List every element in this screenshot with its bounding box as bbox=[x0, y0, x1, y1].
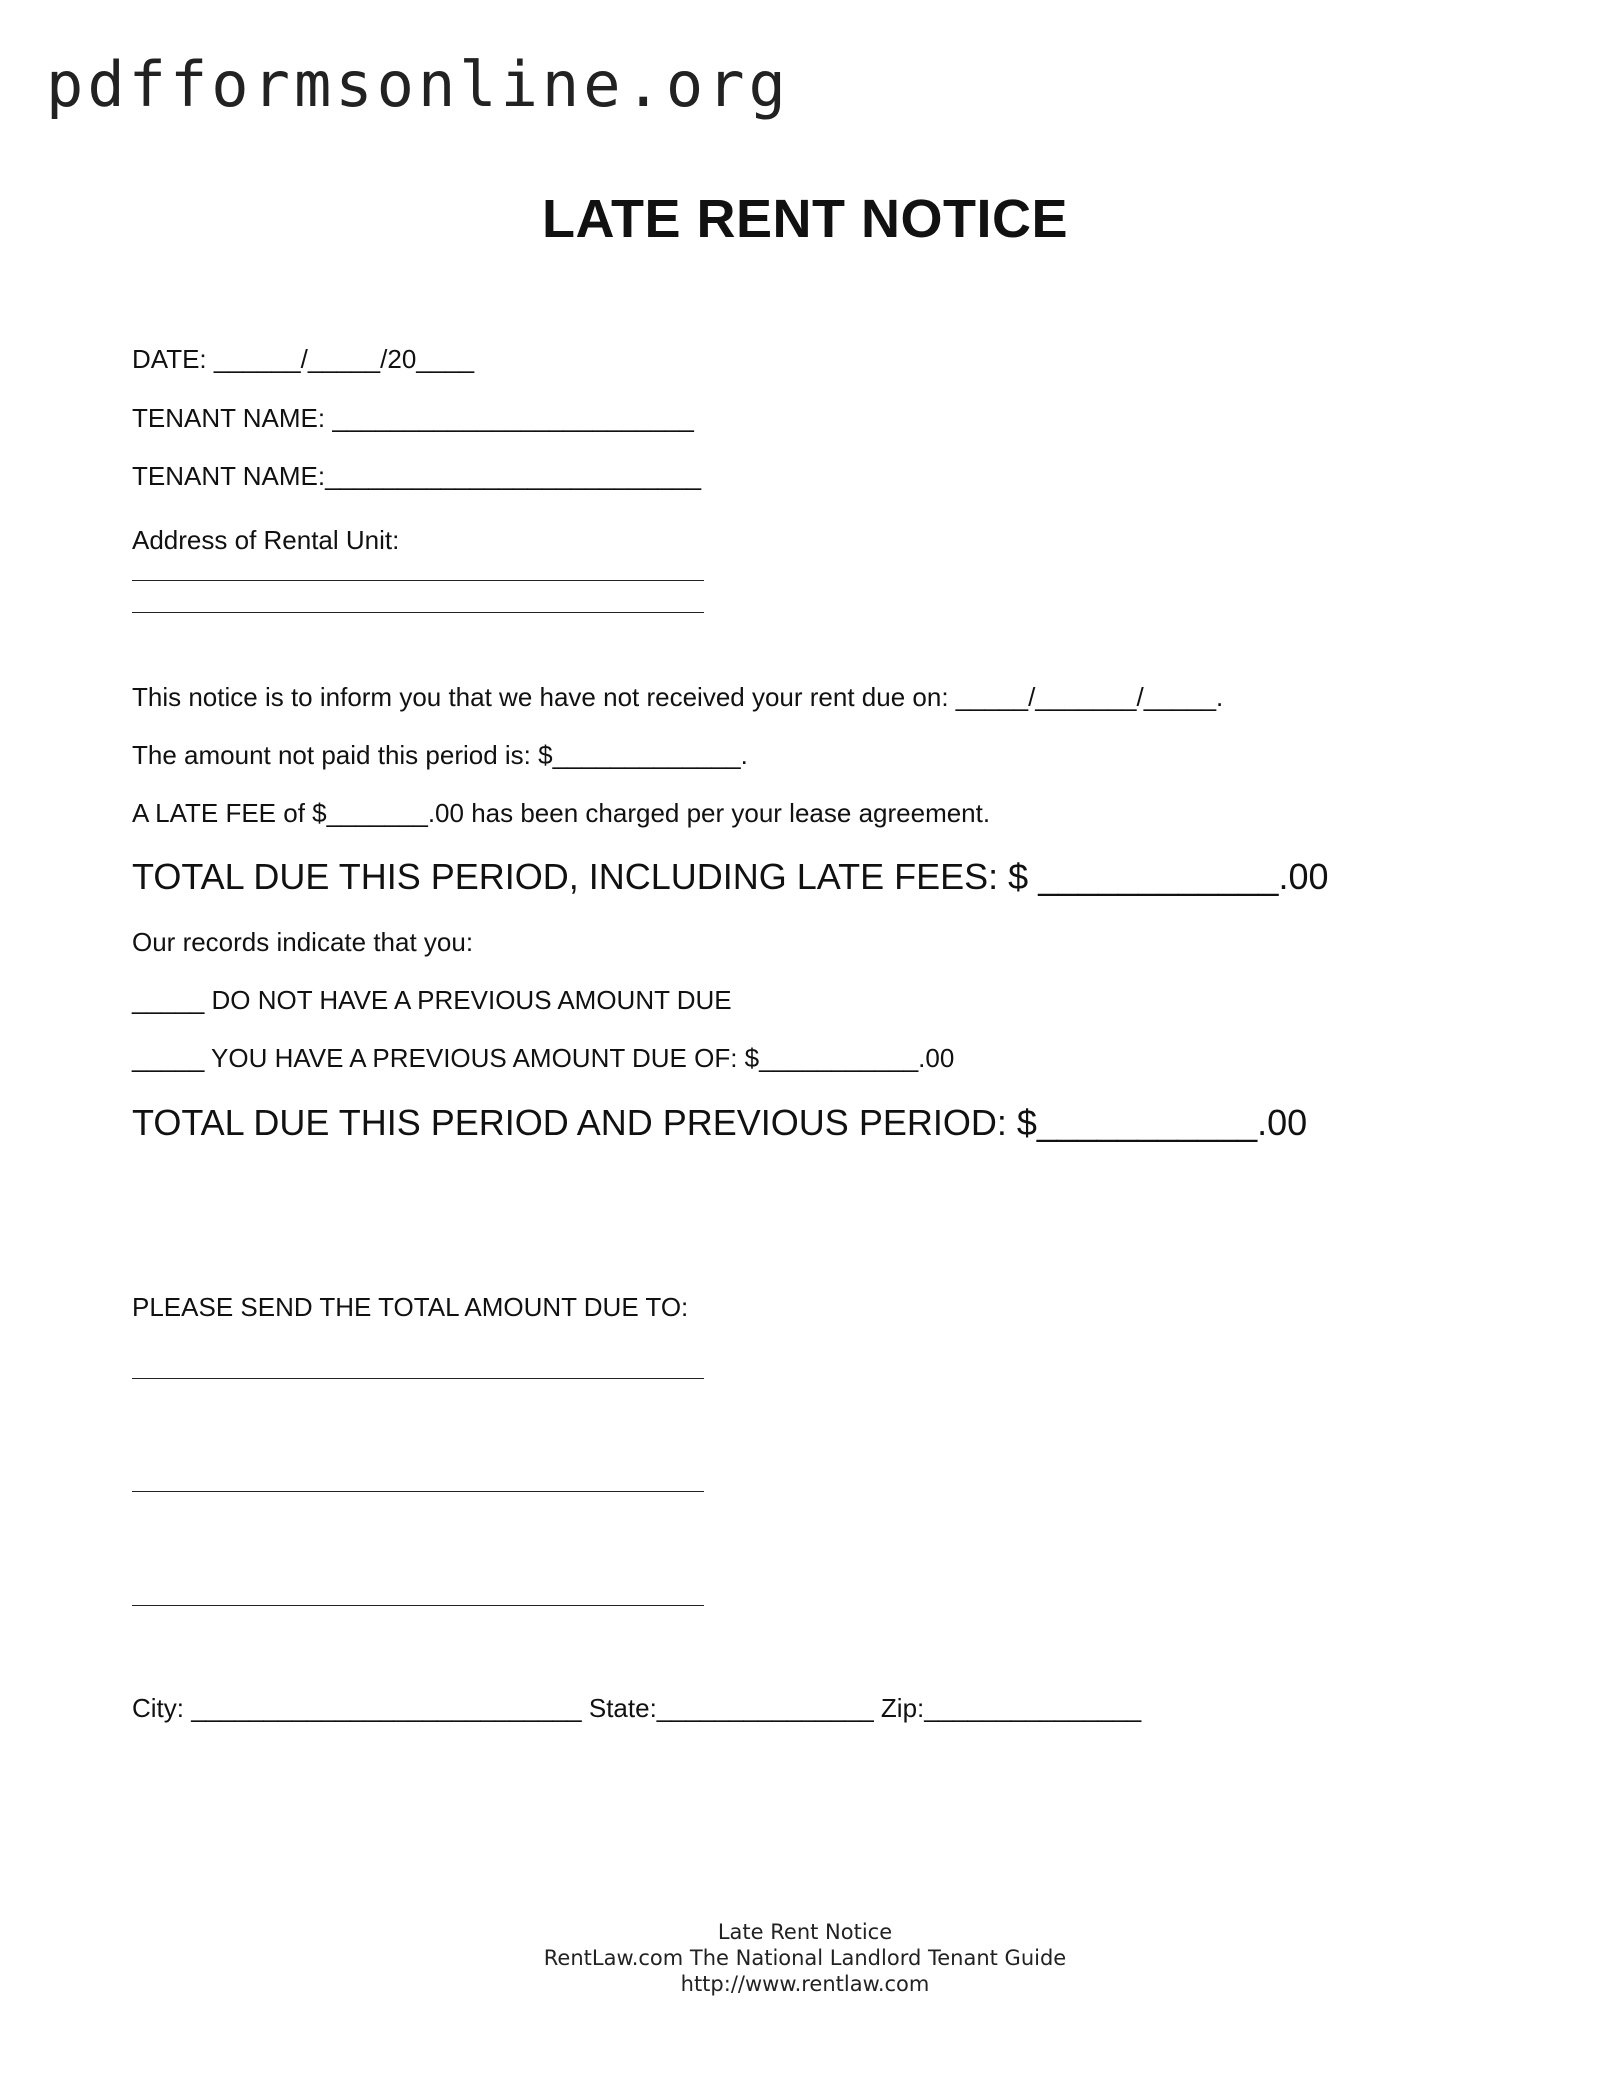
page-title: LATE RENT NOTICE bbox=[542, 189, 1068, 249]
previous-amount-option[interactable]: _____ YOU HAVE A PREVIOUS AMOUNT DUE OF: $___________.00 bbox=[132, 1043, 955, 1073]
total-due-both-periods: TOTAL DUE THIS PERIOD AND PREVIOUS PERIOD: $___________.00 bbox=[132, 1102, 1308, 1143]
send-to-line-3[interactable] bbox=[132, 1605, 704, 1606]
tenant-name-field-2[interactable]: TENANT NAME:__________________________ bbox=[132, 461, 702, 491]
city-state-zip-field[interactable]: City: ___________________________ State:_______________ Zip:_______________ bbox=[132, 1693, 1142, 1723]
footer-title: Late Rent Notice bbox=[717, 1920, 893, 1944]
total-due-including-fees: TOTAL DUE THIS PERIOD, INCLUDING LATE FEES: $ ____________.00 bbox=[132, 856, 1329, 897]
footer-url[interactable]: http://www.rentlaw.com bbox=[680, 1972, 930, 1996]
footer-publisher: RentLaw.com The National Landlord Tenant Guide bbox=[543, 1946, 1067, 1970]
records-intro-text: Our records indicate that you: bbox=[132, 927, 474, 957]
send-to-line-1[interactable] bbox=[132, 1378, 704, 1379]
address-line-1[interactable] bbox=[132, 580, 704, 581]
address-label: Address of Rental Unit: bbox=[132, 525, 400, 555]
no-previous-amount-option[interactable]: _____ DO NOT HAVE A PREVIOUS AMOUNT DUE bbox=[132, 985, 732, 1015]
amount-not-paid-text: The amount not paid this period is: $_____________. bbox=[132, 740, 748, 770]
send-to-line-2[interactable] bbox=[132, 1491, 704, 1492]
tenant-name-field-1[interactable]: TENANT NAME: _________________________ bbox=[132, 403, 694, 433]
send-to-label: PLEASE SEND THE TOTAL AMOUNT DUE TO: bbox=[132, 1292, 689, 1322]
watermark-text: pdfformsonline.org bbox=[46, 48, 790, 121]
late-fee-text: A LATE FEE of $_______.00 has been charged per your lease agreement. bbox=[132, 798, 991, 828]
address-line-2[interactable] bbox=[132, 612, 704, 613]
rent-due-on-text: This notice is to inform you that we have not received your rent due on: _____/_______/_____. bbox=[132, 682, 1224, 712]
date-field[interactable]: DATE: ______/_____/20____ bbox=[132, 344, 475, 374]
